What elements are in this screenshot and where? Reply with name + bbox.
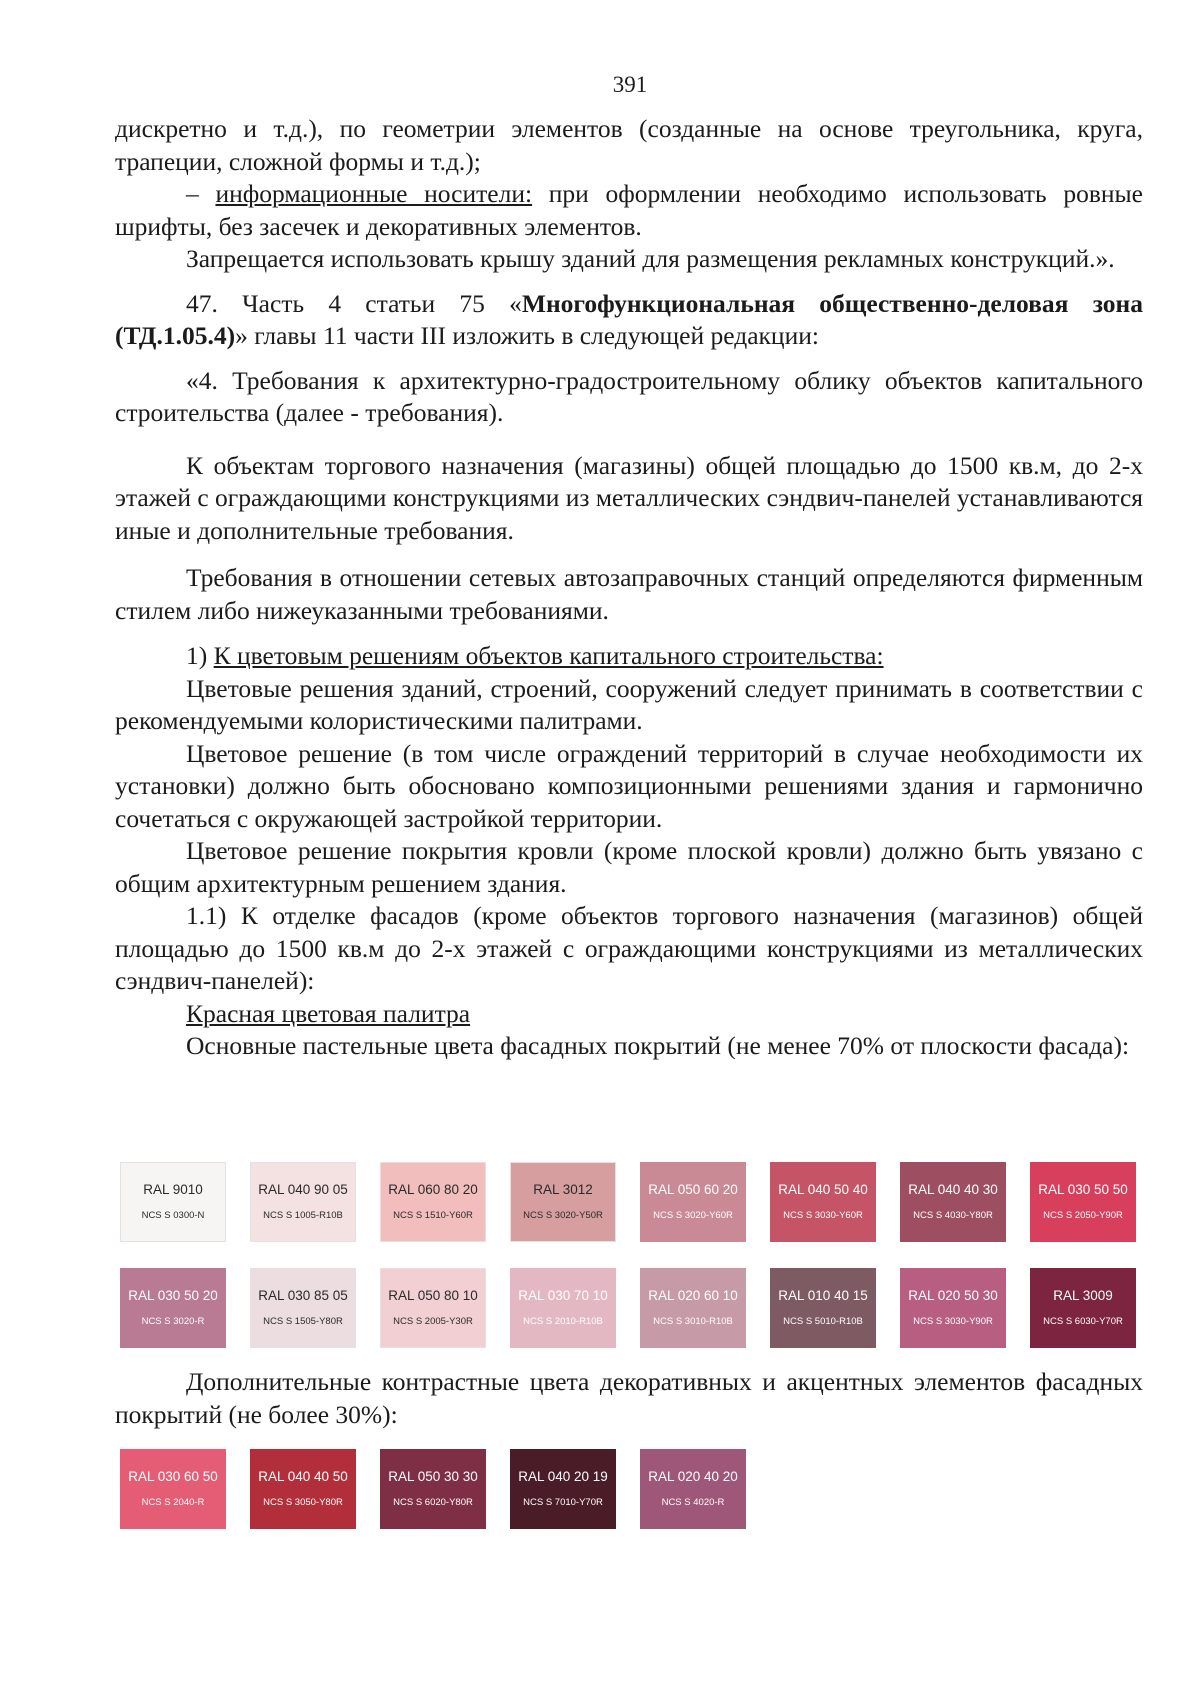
color-swatch (250, 1162, 356, 1242)
swatch-ncs-code: NCS S 3020-Y60R (653, 1210, 733, 1221)
swatch-ral-code: RAL 030 85 05 (258, 1288, 348, 1303)
palette-accent-row (120, 1449, 770, 1529)
page-number: 391 (612, 72, 648, 97)
color-swatch (510, 1268, 616, 1348)
color-swatch (510, 1449, 616, 1529)
swatch-ral-code: RAL 050 30 30 (388, 1469, 478, 1484)
text-block-accent (115, 1366, 1143, 1431)
swatch-ncs-code: NCS S 3010-R10B (653, 1316, 733, 1327)
color-swatch (640, 1449, 746, 1529)
swatch-ral-code: RAL 3009 (1053, 1288, 1113, 1303)
swatch-ral-code: RAL 010 40 15 (778, 1288, 868, 1303)
swatch-ncs-code: NCS S 6020-Y80R (393, 1497, 473, 1508)
paragraph-main-colors: Основные пастельные цвета фасадных покрытий (не менее 70% от плоскости фасада): (186, 1031, 1130, 1060)
swatch-ncs-code: NCS S 2040-R (141, 1497, 205, 1508)
paragraph-gas-stations: Требования в отношении сетевых автозаправочных станций определяются фирменным стилем либо нижеуказанными требованиями. (115, 563, 1143, 625)
paragraph-requirements-4: «4. Требования к архитектурно-градостроительному облику объектов капитального строительства (далее - требования). (115, 365, 1143, 427)
swatch-ncs-code: NCS S 2050-Y90R (1043, 1210, 1123, 1221)
palette-main-row-1 (120, 1162, 1160, 1242)
swatch-ral-code: RAL 030 60 50 (128, 1469, 218, 1484)
swatch-ral-code: RAL 050 60 20 (648, 1182, 738, 1197)
color-swatch (770, 1162, 876, 1242)
paragraph-color-heading: 1) К цветовым решениям объектов капитального строительства: (186, 641, 884, 670)
swatch-ncs-code: NCS S 1505-Y80R (263, 1316, 343, 1327)
swatch-ncs-code: NCS S 1510-Y60R (393, 1210, 473, 1221)
swatch-ral-code: RAL 020 50 30 (908, 1288, 998, 1303)
swatch-ncs-code: NCS S 6030-Y70R (1043, 1316, 1123, 1327)
swatch-ncs-code: NCS S 5010-R10B (783, 1316, 863, 1327)
color-swatch (900, 1162, 1006, 1242)
color-swatch (900, 1268, 1006, 1348)
paragraph-color-palettes: Цветовые решения зданий, строений, сооружений следует принимать в соответствии с рекомендуемыми колористическими палитрами. (115, 673, 1143, 735)
color-swatch (510, 1162, 616, 1242)
paragraph-item-47: 47. Часть 4 статьи 75 «Многофункциональная общественно-деловая зона (ТД.1.05.4)» главы 11 части III изложить в следующей редакции: (115, 288, 1143, 350)
paragraph-continuation: дискретно и т.д.), по геометрии элементов (созданные на основе треугольника, круга, трапеции, сложной формы и т.д.); (115, 114, 1143, 176)
color-swatch (380, 1268, 486, 1348)
text-block-top (115, 113, 1143, 1063)
swatch-ncs-code: NCS S 7010-Y70R (523, 1497, 603, 1508)
swatch-ral-code: RAL 030 50 50 (1038, 1182, 1128, 1197)
swatch-ral-code: RAL 020 60 10 (648, 1288, 738, 1303)
swatch-ral-code: RAL 3012 (533, 1182, 593, 1197)
paragraph-fence-colors: Цветовое решение (в том числе ограждений территорий в случае необходимости их установки) должно быть обосновано композиционными решениями здания и гармонично сочетаться с окружающей застройкой территории. (115, 738, 1143, 833)
paragraph-facade-finish: 1.1) К отделке фасадов (кроме объектов торгового назначения (магазинов) общей площадью до 1500 кв.м до 2-х этажей с ограждающими конструкциями из металлических сэндвич-панелей): (115, 901, 1143, 995)
swatch-ral-code: RAL 020 40 20 (648, 1469, 738, 1484)
swatch-ral-code: RAL 060 80 20 (388, 1182, 478, 1197)
swatch-ral-code: RAL 9010 (143, 1182, 203, 1197)
swatch-ncs-code: NCS S 3030-Y60R (783, 1210, 863, 1221)
paragraph-info-carriers: – информационные носители: при оформлении необходимо использовать ровные шрифты, без засечек и декоративных элементов. (115, 179, 1143, 241)
color-swatch (640, 1268, 746, 1348)
swatch-ral-code: RAL 040 20 19 (518, 1469, 608, 1484)
color-swatch (120, 1449, 226, 1529)
color-swatch (640, 1162, 746, 1242)
swatch-ncs-code: NCS S 3020-R (141, 1316, 205, 1327)
color-swatch (1030, 1268, 1136, 1348)
color-swatch (380, 1162, 486, 1242)
swatch-ral-code: RAL 030 70 10 (518, 1288, 608, 1303)
color-swatch (770, 1268, 876, 1348)
palette-main-row-2 (120, 1268, 1160, 1348)
color-swatch (250, 1449, 356, 1529)
color-swatch (380, 1449, 486, 1529)
swatch-ral-code: RAL 040 90 05 (258, 1182, 348, 1197)
swatch-ral-code: RAL 040 40 30 (908, 1182, 998, 1197)
color-swatch (120, 1268, 226, 1348)
palette-title: Красная цветовая палитра (186, 998, 471, 1028)
swatch-ncs-code: NCS S 2005-Y30R (393, 1316, 473, 1327)
swatch-ncs-code: NCS S 4020-R (661, 1497, 725, 1508)
paragraph-accent-colors: Дополнительные контрастные цвета декоративных и акцентных элементов фасадных покрытий (не более 30%): (115, 1367, 1143, 1429)
swatch-ncs-code: NCS S 2010-R10B (523, 1316, 603, 1327)
swatch-ncs-code: NCS S 3050-Y80R (263, 1497, 343, 1508)
swatch-ncs-code: NCS S 3020-Y50R (523, 1210, 603, 1221)
paragraph-roof-colors: Цветовое решение покрытия кровли (кроме плоской кровли) должно быть увязано с общим архитектурным решением здания. (115, 836, 1143, 898)
swatch-ncs-code: NCS S 1005-R10B (263, 1210, 343, 1221)
swatch-ral-code: RAL 050 80 10 (388, 1288, 478, 1303)
color-swatch (250, 1268, 356, 1348)
paragraph-roof-ban: Запрещается использовать крышу зданий для размещения рекламных конструкций.». (186, 244, 1115, 273)
swatch-ral-code: RAL 040 40 50 (258, 1469, 348, 1484)
swatch-ncs-code: NCS S 0300-N (141, 1210, 205, 1221)
swatch-ncs-code: NCS S 4030-Y80R (913, 1210, 993, 1221)
color-swatch (120, 1162, 226, 1242)
swatch-ral-code: RAL 040 50 40 (778, 1182, 868, 1197)
paragraph-trade-objects: К объектам торгового назначения (магазины) общей площадью до 1500 кв.м, до 2-х этажей с ограждающими конструкциями из металлических сэндвич-панелей устанавливаются иные и дополнительные требования. (115, 450, 1143, 545)
swatch-ral-code: RAL 030 50 20 (128, 1288, 218, 1303)
swatch-ncs-code: NCS S 3030-Y90R (913, 1316, 993, 1327)
color-swatch (1030, 1162, 1136, 1242)
